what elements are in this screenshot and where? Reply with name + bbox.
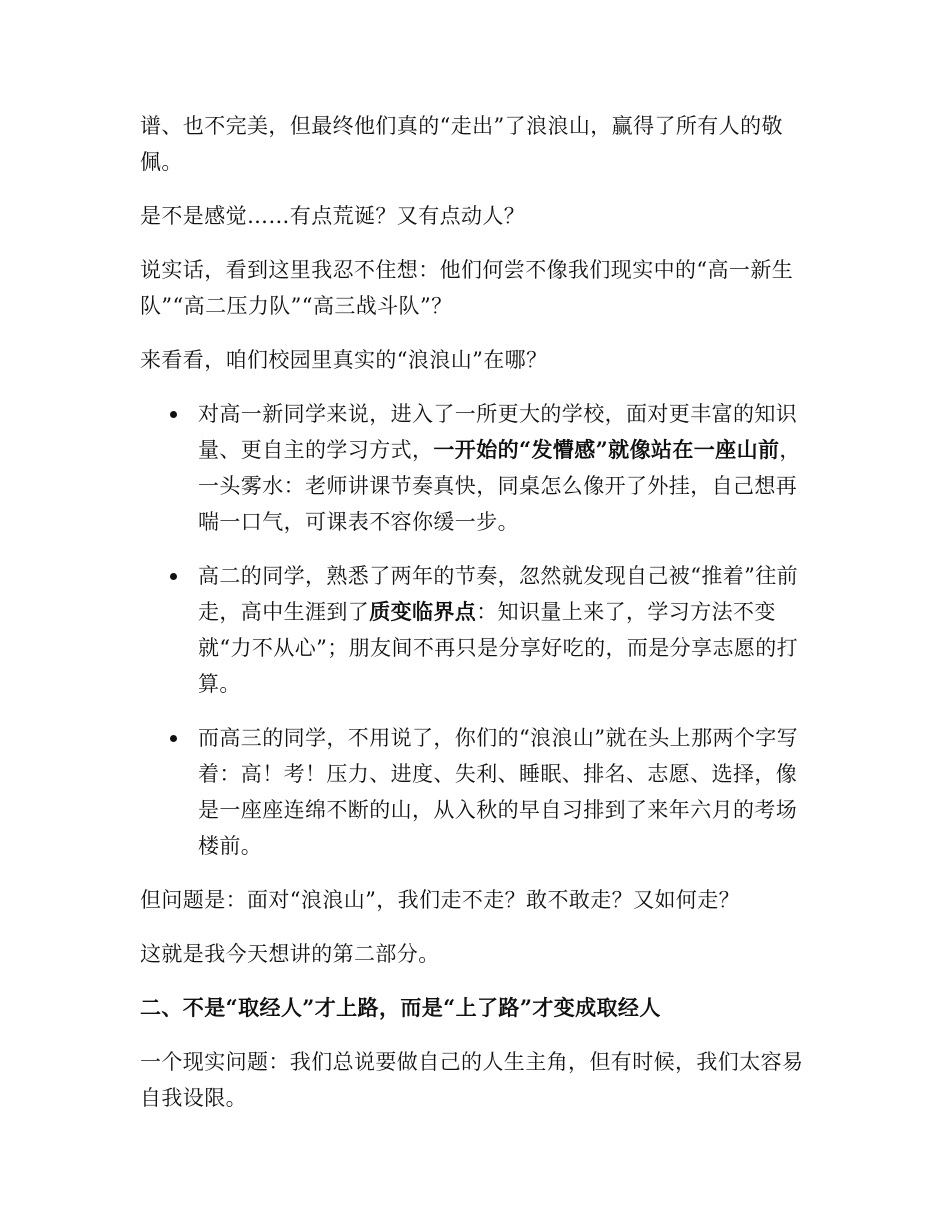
bullet-dot-icon [170,573,177,580]
bullet-text: ，一头雾水：老师讲课节奏真快，同桌怎么像开了外挂，自己想再喘一口气，可课表不容你缓一步。 [198,438,801,534]
bullet-text: 而高三的同学，不用说了，你们的“浪浪山”就在头上那两个字写着：高！考！压力、进度、失利、睡眠、排名、志愿、选择，像是一座座连绵不断的山，从入秋的早自习排到了来年六月的考场楼前。 [198,726,799,858]
bullet-text: 高二的同学，熟悉了两年的节奏，忽然就发现自己被“推着”往前走，高中生涯到了 [198,564,799,624]
paragraph-transition: 这就是我今天想讲的第二部分。 [140,942,440,966]
bullet-item-grade-2 [140,558,808,702]
paragraph-closing: 一个现实问题：我们总说要做自己的人生主角，但有时候，我们太容易自我设限。 [140,1050,804,1110]
bullet-bold-text: 一开始的“发懵感”就像站在一座山前 [433,437,780,462]
bullet-list [140,396,808,864]
bullet-text: ：知识量上来了，学习方法不变就“力不从心”；朋友间不再只是分享好吃的，而是分享志愿的打算。 [198,600,799,696]
bullet-bold-text: 质变临界点 [369,599,477,624]
paragraph-1: 谱、也不完美，但最终他们真的“走出”了浪浪山，赢得了所有人的敬佩。 [140,114,783,174]
paragraph-question: 但问题是：面对“浪浪山”，我们走不走？敢不敢走？又如何走？ [140,888,741,912]
paragraph-3: 说实话，看到这里我忍不住想：他们何尝不像我们现实中的“高一新生队”“高二压力队”“高三战斗队”？ [140,258,794,318]
paragraph-4: 来看看，咱们校园里真实的“浪浪山”在哪？ [140,348,548,372]
bullet-dot-icon [170,735,177,742]
bullet-text: 对高一新同学来说，进入了一所更大的学校，面对更丰富的知识量、更自主的学习方式， [198,402,798,462]
bullet-item-grade-3 [140,720,808,864]
document-page [140,108,808,1134]
bullet-dot-icon [170,411,177,418]
paragraph-2: 是不是感觉……有点荒诞？又有点动人？ [140,204,526,228]
bullet-item-grade-1 [140,396,808,540]
section-heading: 二、不是“取经人”才上路，而是“上了路”才变成取经人 [140,995,661,1020]
